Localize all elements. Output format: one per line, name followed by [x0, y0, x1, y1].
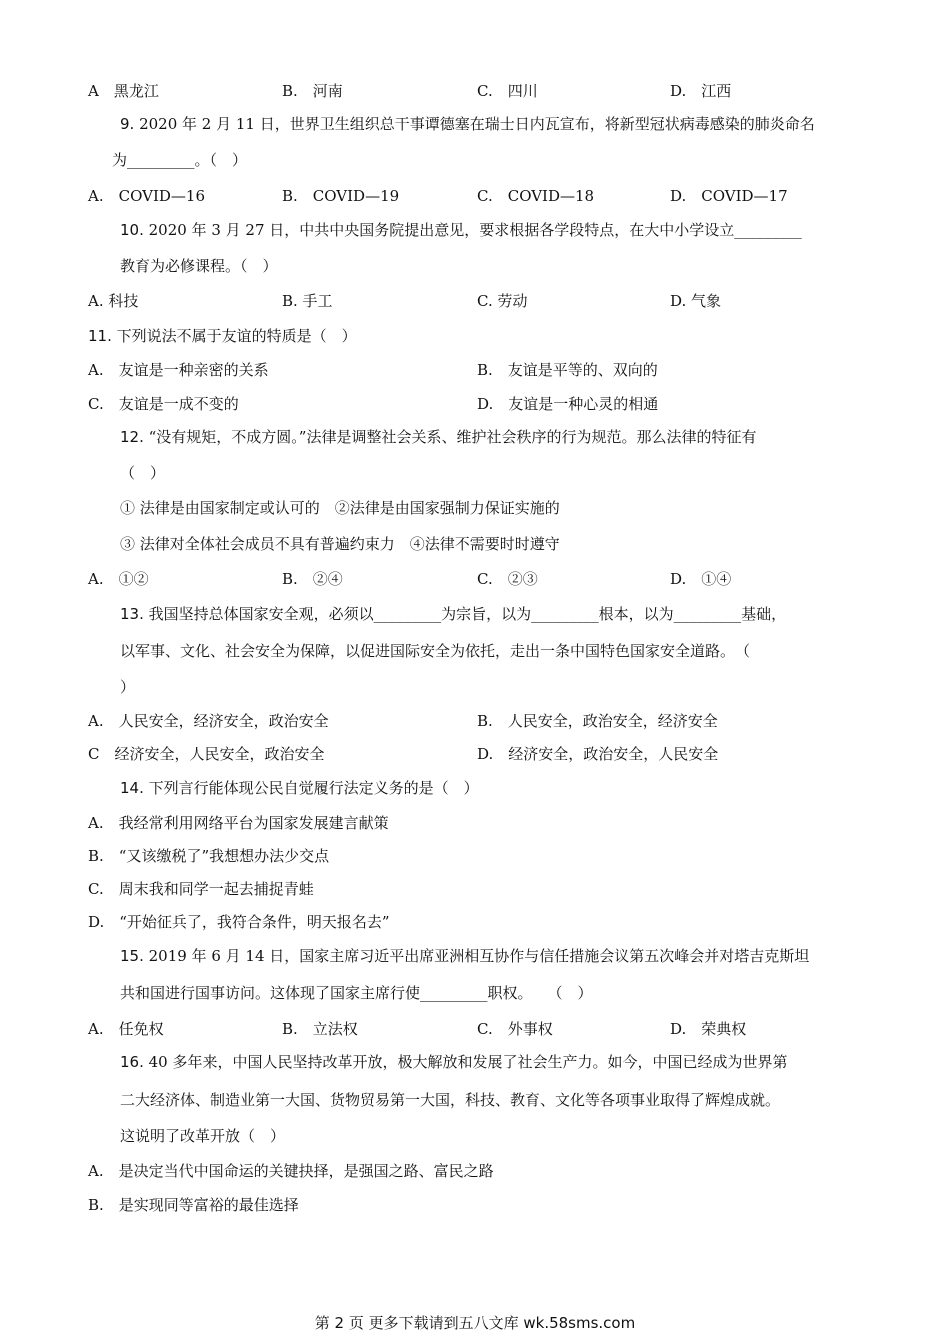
q15-stem-line2: 共和国进行国事访问。这体现了国家主席行使_________职权。 （ ） — [120, 984, 593, 1002]
q9-option-a: A. COVID—16 — [88, 187, 205, 205]
q10-option-a: A. 科技 — [88, 292, 139, 310]
page-footer: 第 2 页 更多下载请到五八文库 wk.58sms.com — [314, 1314, 636, 1332]
q13-number: 13. — [120, 605, 144, 623]
q9-option-d: D. COVID—17 — [670, 187, 788, 205]
q8-option-b: B. 河南 — [282, 82, 343, 100]
q12-option-c: C. ②③ — [477, 570, 538, 588]
q15-text-1: 2019 年 6 月 14 日，国家主席习近平出席亚洲相互协作与信任措施会议第五次峰会并对塔吉克斯坦 — [148, 947, 810, 965]
q11-number: 11. — [88, 327, 112, 345]
q14-option-d: D. “开始征兵了，我符合条件，明天报名去” — [88, 913, 390, 931]
q9-text-1: 2020 年 2 月 11 日，世界卫生组织总干事谭德塞在瑞士日内瓦宣布，将新型冠状病毒感染的肺炎命名 — [139, 115, 815, 133]
q11-text-1: 下列说法不属于友谊的特质是（ ） — [116, 327, 357, 345]
q15-option-b: B. 立法权 — [282, 1020, 358, 1038]
q16-option-a: A. 是决定当代中国命运的关键抉择，是强国之路、富民之路 — [88, 1162, 494, 1180]
q12-text-1: “没有规矩，不成方圆。”法律是调整社会关系、维护社会秩序的行为规范。那么法律的特征有 — [148, 428, 757, 446]
q9-option-c: C. COVID—18 — [477, 187, 595, 205]
q16-option-b: B. 是实现同等富裕的最佳选择 — [88, 1196, 299, 1214]
q16-stem-line3: 这说明了改革开放（ ） — [120, 1127, 286, 1145]
q13-option-b: B. 人民安全，政治安全，经济安全 — [477, 712, 718, 730]
q15-option-a: A. 任免权 — [88, 1020, 164, 1038]
q13-option-a: A. 人民安全，经济安全，政治安全 — [88, 712, 329, 730]
q12-option-a: A. ①② — [88, 570, 149, 588]
q12-statement-3-4: ③ 法律对全体社会成员不具有普遍约束力 ④法律不需要时时遵守 — [120, 535, 560, 553]
q11-option-c: C. 友谊是一成不变的 — [88, 395, 239, 413]
q11-option-b: B. 友谊是平等的、双向的 — [477, 361, 658, 379]
q13-stem-line1 — [120, 604, 786, 624]
q14-option-c: C. 周末我和同学一起去捕捉青蛙 — [88, 880, 314, 898]
q13-stem-line3: ） — [120, 678, 136, 696]
q11-option-a: A. 友谊是一种亲密的关系 — [88, 361, 269, 379]
q14-option-a: A. 我经常利用网络平台为国家发展建言献策 — [88, 814, 389, 832]
q9-stem-line2: 为_________。（ ） — [112, 151, 248, 169]
q11-stem — [88, 326, 357, 346]
q9-option-b: B. COVID—19 — [282, 187, 400, 205]
q13-stem-line2: 以军事、文化、社会安全为保障，以促进国际安全为依托，走出一条中国特色国家安全道路。 （ — [120, 642, 751, 660]
q9-number: 9. — [120, 115, 135, 133]
q10-option-c: C. 劳动 — [477, 292, 528, 310]
q14-stem — [120, 778, 479, 798]
q10-stem-line2: 教育为必修课程。（ ） — [120, 257, 278, 275]
q9-stem-line1 — [120, 114, 815, 134]
q15-number: 15. — [120, 947, 144, 965]
q8-option-a: A 黑龙江 — [88, 82, 159, 100]
q14-text-1: 下列言行能体现公民自觉履行法定义务的是（ ） — [148, 779, 479, 797]
q12-option-d: D. ①④ — [670, 570, 732, 588]
q12-stem-line1 — [120, 427, 756, 447]
q10-number: 10. — [120, 221, 144, 239]
q10-option-b: B. 手工 — [282, 292, 333, 310]
q12-option-b: B. ②④ — [282, 570, 343, 588]
q10-option-d: D. 气象 — [670, 292, 722, 310]
q10-stem-line1 — [120, 220, 802, 240]
q12-stem-line2: （ ） — [120, 464, 166, 482]
q15-stem-line1 — [120, 946, 809, 966]
q11-option-d: D. 友谊是一种心灵的相通 — [477, 395, 659, 413]
q16-number: 16. — [120, 1053, 144, 1071]
q13-option-d: D. 经济安全，政治安全，人民安全 — [477, 745, 719, 763]
q12-number: 12. — [120, 428, 144, 446]
q13-text-1: 我国坚持总体国家安全观，必须以_________为宗旨，以为_________根本，以为_________基础， — [148, 605, 787, 623]
q16-stem-line1 — [120, 1052, 788, 1072]
q13-option-c: C 经济安全，人民安全，政治安全 — [88, 745, 325, 763]
q12-statement-1-2: ① 法律是由国家制定或认可的 ②法律是由国家强制力保证实施的 — [120, 499, 560, 517]
q16-stem-line2: 二大经济体、制造业第一大国、货物贸易第一大国，科技、教育、文化等各项事业取得了辉煌成就。 — [120, 1091, 781, 1109]
q10-text-1: 2020 年 3 月 27 日，中共中央国务院提出意见，要求根据各学段特点，在大中小学设立_________ — [148, 221, 802, 239]
q14-number: 14. — [120, 779, 144, 797]
q15-option-c: C. 外事权 — [477, 1020, 553, 1038]
q15-option-d: D. 荣典权 — [670, 1020, 747, 1038]
q16-text-1: 40 多年来，中国人民坚持改革开放，极大解放和发展了社会生产力。如今，中国已经成为世界第 — [148, 1053, 788, 1071]
q8-option-d: D. 江西 — [670, 82, 732, 100]
q8-option-c: C. 四川 — [477, 82, 538, 100]
q14-option-b: B. “又该缴税了”我想想办法少交点 — [88, 847, 330, 865]
